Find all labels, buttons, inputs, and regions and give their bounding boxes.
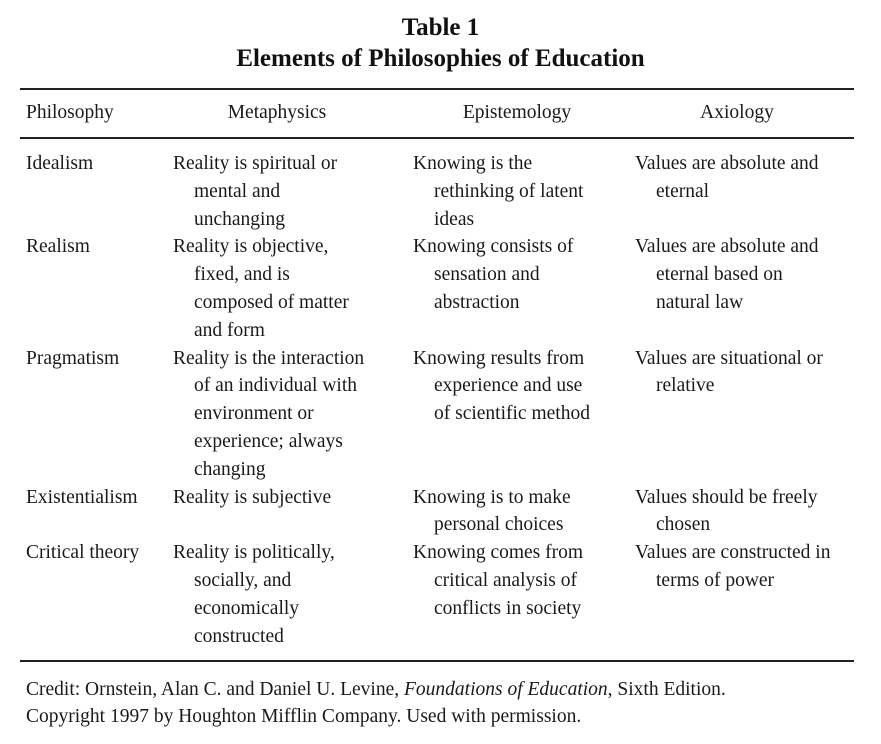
table-caption: Elements of Philosophies of Education (236, 45, 645, 72)
cell-metaphysics (173, 539, 398, 650)
cell-line: terms of power (656, 569, 775, 591)
cell-line: economically (194, 597, 300, 619)
header-epistemology: Epistemology (462, 102, 572, 123)
cell-line: Reality is politically, (173, 542, 335, 564)
cell-line: Reality is the interaction (173, 347, 365, 369)
cell-philosophy: Pragmatism (26, 347, 120, 369)
cell-line: chosen (656, 514, 711, 536)
cell-line: changing (194, 458, 266, 480)
cell-line: ideas (434, 208, 475, 230)
cell-metaphysics (173, 150, 398, 233)
cell-line: and form (194, 319, 265, 341)
cell-line: Knowing results from (413, 347, 585, 369)
cell-line: sensation and (434, 264, 540, 286)
table-body (0, 150, 881, 650)
cell-line: Reality is objective, (173, 236, 329, 258)
header-philosophy: Philosophy (26, 102, 114, 123)
table-number: Table 1 (401, 14, 480, 41)
cell-line: relative (656, 375, 715, 397)
cell-philosophy: Critical theory (26, 542, 140, 564)
cell-line: unchanging (194, 208, 285, 230)
table-row (0, 345, 881, 484)
credit-book-title: Foundations of Education (404, 679, 608, 700)
cell-line: Values should be freely (635, 486, 818, 508)
cell-epistemology (413, 233, 628, 316)
cell-metaphysics (173, 233, 398, 344)
credit-note (26, 676, 860, 730)
table-title (0, 12, 881, 74)
header-rule (20, 137, 854, 139)
credit-suffix: , Sixth Edition. (607, 679, 726, 700)
cell-line: Values are situational or (635, 347, 823, 369)
cell-line: critical analysis of (434, 569, 577, 591)
cell-axiology (635, 233, 867, 316)
cell-line: Reality is subjective (173, 486, 332, 508)
cell-axiology (635, 539, 867, 595)
credit-line-1 (26, 676, 860, 703)
top-rule (20, 88, 854, 90)
cell-line: fixed, and is (194, 264, 290, 286)
credit-prefix: Credit: Ornstein, Alan C. and Daniel U. Levine, (26, 679, 405, 700)
cell-philosophy: Idealism (26, 153, 94, 174)
cell-axiology (635, 150, 867, 206)
header-axiology: Axiology (700, 102, 774, 123)
table-row (0, 150, 881, 233)
cell-philosophy: Existentialism (26, 486, 138, 508)
cell-axiology (635, 484, 867, 540)
header-metaphysics: Metaphysics (227, 102, 327, 123)
cell-line: of an individual with (194, 375, 358, 397)
cell-line: Values are absolute and (635, 153, 819, 174)
cell-line: environment or (194, 403, 314, 425)
cell-metaphysics (173, 484, 398, 512)
cell-metaphysics (173, 345, 398, 484)
cell-epistemology (413, 484, 628, 540)
table-row (0, 539, 881, 650)
cell-line: personal choices (434, 514, 564, 536)
cell-line: Knowing is to make (413, 486, 571, 508)
cell-line: natural law (656, 291, 744, 313)
cell-line: Values are absolute and (635, 236, 819, 258)
table-row (0, 233, 881, 344)
table-row (0, 484, 881, 540)
cell-line: Knowing consists of (413, 236, 574, 258)
cell-line: Values are constructed in (635, 542, 831, 564)
cell-line: composed of matter (194, 291, 349, 313)
cell-line: experience and use (434, 375, 583, 397)
cell-line: Reality is spiritual or (173, 153, 338, 174)
cell-line: experience; always (194, 430, 343, 452)
cell-line: Knowing comes from (413, 542, 584, 564)
cell-line: conflicts in society (434, 597, 582, 619)
bottom-rule (20, 660, 854, 662)
cell-line: of scientific method (434, 403, 590, 425)
cell-epistemology (413, 345, 628, 428)
cell-epistemology (413, 150, 628, 233)
cell-line: socially, and (194, 569, 292, 591)
cell-line: constructed (194, 625, 284, 647)
table-header-row (0, 99, 881, 129)
cell-line: eternal based on (656, 264, 783, 286)
cell-epistemology (413, 539, 628, 622)
credit-line-2: Copyright 1997 by Houghton Mifflin Company. Used with permission. (26, 706, 582, 727)
cell-line: abstraction (434, 291, 520, 313)
cell-line: mental and (194, 180, 281, 202)
cell-axiology (635, 345, 867, 401)
cell-philosophy: Realism (26, 236, 90, 258)
cell-line: Knowing is the (413, 153, 533, 174)
cell-line: rethinking of latent (434, 180, 584, 202)
cell-line: eternal (656, 180, 710, 202)
